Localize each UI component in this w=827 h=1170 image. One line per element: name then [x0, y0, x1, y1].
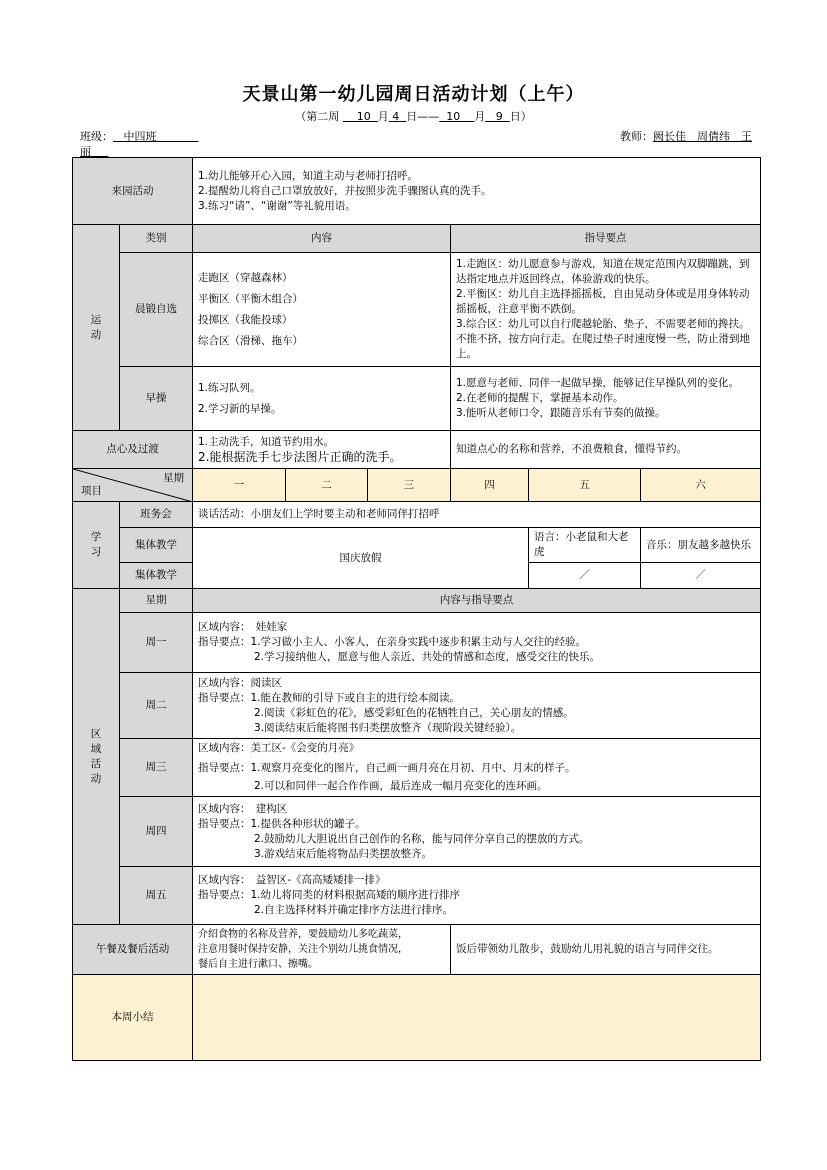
friday-lesson-2: ／ — [529, 563, 641, 589]
class-meeting-label: 班务会 — [120, 502, 193, 528]
day-header: 一 — [193, 469, 286, 502]
summary-content[interactable] — [193, 975, 761, 1061]
arrival-line: 2.提醒幼儿将自己口罩放放好，并按照步洗手骤图认真的洗手。 — [198, 184, 492, 197]
area-day-label: 周四 — [120, 797, 193, 867]
arrival-content — [193, 158, 761, 225]
lunch-guide: 饭后带领幼儿散步，鼓励幼儿用礼貌的语言与同伴交往。 — [451, 925, 761, 975]
page-title: 天景山第一幼儿园周日活动计划（上午） — [242, 84, 585, 105]
teacher-cont: 丽 — [80, 145, 91, 158]
area-day-label: 周五 — [120, 867, 193, 925]
area-day-content: 区域内容：美工区-《会变的月亮》 指导要点：1.观察月亮变化的图片，自己画一画月亮在月初、月中、月末的样子。 2.可以和同伴一起合作作画，最后连成一幅月亮变化的连环画。 — [193, 739, 761, 797]
start-day: 4 — [392, 110, 400, 123]
saturday-lesson: 音乐：朋友越多越快乐 — [641, 528, 761, 563]
arrival-line: 3.练习“请”、“谢谢”等礼貌用语。 — [198, 199, 356, 212]
snack-content: 1.主动洗手，知道节约用水。 2.能根据洗手七步法图片正确的洗手。 — [193, 431, 451, 469]
summary-label: 本周小结 — [73, 975, 193, 1061]
exercise-guide: 1.愿意与老师、同伴一起做早操，能够记住早操队列的变化。 2.在老师的提醒下，掌握基本动作。 3.能听从老师口令，跟随音乐有节奏的做操。 — [451, 367, 761, 431]
start-month: 10 — [356, 110, 371, 123]
end-month: 10 — [446, 110, 461, 123]
arrival-line: 1.幼儿能够开心入园，知道主动与老师打招呼。 — [198, 169, 419, 182]
lunch-label: 午餐及餐后活动 — [73, 925, 193, 975]
class-meeting-content: 谈话活动：小朋友们上学时要主动和老师同伴打招呼 — [193, 502, 761, 528]
day-header: 五 — [529, 469, 641, 502]
area-day-label: 周二 — [120, 673, 193, 739]
teacher-label: 教师： — [620, 130, 653, 143]
teacher-value: 阙长佳 周倩纬 王 — [653, 130, 752, 143]
day-header: 六 — [641, 469, 761, 502]
day-unit-2: 日） — [509, 110, 532, 123]
holiday-cell: 国庆放假 — [193, 528, 529, 589]
exercise-content: 1.练习队列。 2.学习新的早操。 — [193, 367, 451, 431]
area-day-content: 区域内容：阅读区 指导要点：1.能在教师的引导下或自主的进行绘本阅读。 2.阅读《彩虹色的花》，感受彩虹色的花牺牲自己，关心朋友的情感。 3.阅读结束后能将图书归类摆放整齐（现阶段关键经验）。 — [193, 673, 761, 739]
area-day-label: 周三 — [120, 739, 193, 797]
day-header: 三 — [368, 469, 451, 502]
area-col-content: 内容与指导要点 — [193, 589, 761, 613]
morning-label: 晨锻自选 — [120, 253, 193, 367]
day-unit: 日—— — [406, 110, 440, 123]
day-header: 四 — [451, 469, 529, 502]
sport-col-content: 内容 — [193, 225, 451, 253]
group-teaching-label-2: 集体教学 — [120, 563, 193, 589]
sport-col-guide: 指导要点 — [451, 225, 761, 253]
sport-label: 运 动 — [73, 225, 120, 431]
diag-item-label: 项目 — [81, 485, 102, 497]
morning-guide: 1.走跑区：幼儿愿意参与游戏，知道在规定范围内双脚蹦跳，到达指定地点并返回终点，体验游戏的快乐。 2.平衡区：幼儿自主选择摇摇板，自由晃动身体或是用身体转动摇摇板，注意平衡不跌倒。 3.综合区：幼儿可以自行爬越轮胎、垫子，不需要老师的搀扶。不推不挤，按方向行走。在爬过垫子时速度慢一些，防止滑到地上。 — [451, 253, 761, 367]
month-unit: 月 — [377, 110, 389, 123]
morning-content: 走跑区（穿越森林） 平衡区（平衡木组合） 投掷区（我能投球） 综合区（滑梯、拖车） — [193, 253, 451, 367]
exercise-label: 早操 — [120, 367, 193, 431]
class-info — [80, 128, 198, 144]
week-diagonal-header — [73, 469, 193, 502]
sport-col-type: 类别 — [120, 225, 193, 253]
lunch-content: 介绍食物的名称及营养，要鼓励幼儿多吃蔬菜， 注意用餐时保持安静，关注个别幼儿挑食情况， 餐后自主进行漱口、擦嘴。 — [193, 925, 451, 975]
saturday-lesson-2: ／ — [641, 563, 761, 589]
diag-week-label: 星期 — [163, 472, 184, 484]
snack-guide: 知道点心的名称和营养，不浪费粮食，懂得节约。 — [451, 431, 761, 469]
arrival-label: 来园活动 — [73, 158, 193, 225]
area-day-content: 区域内容： 益智区-《高高矮矮排一排》 指导要点：1.幼儿将同类的材料根据高矮的顺序进行排序 2.自主选择材料并确定排序方法进行排序。 — [193, 867, 761, 925]
area-day-label: 周一 — [120, 613, 193, 673]
teacher-info — [620, 128, 752, 144]
class-value: 中四班 — [123, 130, 157, 143]
area-label: 区 域 活 动 — [73, 589, 120, 925]
area-col-day: 星期 — [120, 589, 193, 613]
study-label: 学 习 — [73, 502, 120, 589]
group-teaching-label: 集体教学 — [120, 528, 193, 563]
week-label: （第二周 — [295, 110, 340, 123]
end-day: 9 — [495, 110, 503, 123]
friday-lesson: 语言：小老鼠和大老虎 — [529, 528, 641, 563]
area-day-content: 区域内容： 娃娃家 指导要点：1.学习做小主人、小客人，在亲身实践中逐步积累主动与人交往的经验。 2.学习接纳他人，愿意与他人亲近、共处的情感和态度，感受交往的快乐。 — [193, 613, 761, 673]
month-unit-2: 月 — [474, 110, 486, 123]
area-day-content: 区域内容： 建构区 指导要点：1.提供各种形状的罐子。 2.鼓励幼儿大胆说出自己创作的名称，能与同伴分享自己的摆放的方式。 3.游戏结束后能将物品归类摆放整齐。 — [193, 797, 761, 867]
class-label: 班级： — [80, 130, 113, 143]
activity-plan-table — [72, 157, 761, 1061]
day-header: 二 — [286, 469, 368, 502]
snack-label: 点心及过渡 — [73, 431, 193, 469]
date-range — [0, 108, 827, 124]
